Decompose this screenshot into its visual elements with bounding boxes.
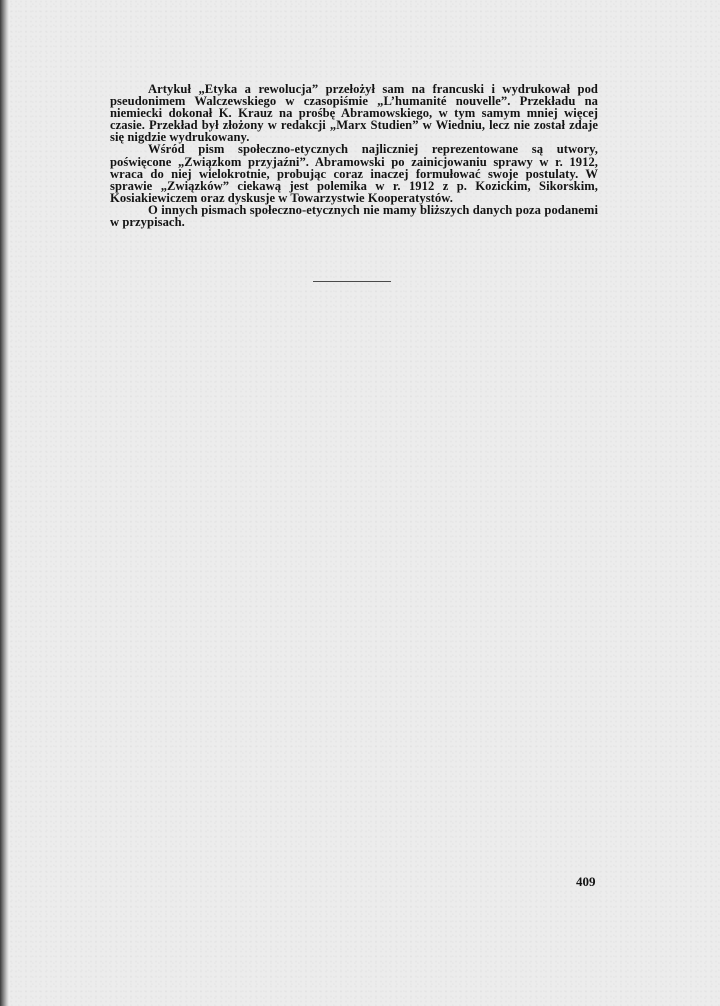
- body-text: [110, 83, 598, 228]
- section-divider: [313, 281, 391, 282]
- paragraph-1: Artykuł „Etyka a rewolucja” przełożył sam na francuski i wydrukował pod pseudonimem Walczewskiego w czasopiśmie „L’humanité nouvelle”. Przekładu na niemiecki dokonał K. Krauz na prośbę Abramowskiego, w tym samym mniej więcej czasie. Przekład był złożony w redakcji „Marx Studien” w Wiedniu, lecz nie został zdaje się nigdzie wydrukowany.: [110, 82, 598, 145]
- paragraph-3: O innych pismach społeczno-etycznych nie mamy bliższych danych poza podanemi w przypisach.: [110, 202, 598, 230]
- page-number: 409: [576, 874, 596, 889]
- page-binding-edge: [0, 0, 9, 1006]
- paragraph-2: Wśród pism społeczno-etycznych najliczniej reprezentowane są utwory, poświęcone „Związkom przyjaźni”. Abramowski po zainicjowaniu sprawy w r. 1912, wraca do niej wielokrotnie, probując coraz inaczej formułować swoje postulaty. W sprawie „Związków” ciekawą jest polemika w r. 1912 z p. Kozickim, Sikorskim, Kosiakiewiczem oraz dyskusje w Towarzystwie Kooperatystów.: [110, 142, 598, 205]
